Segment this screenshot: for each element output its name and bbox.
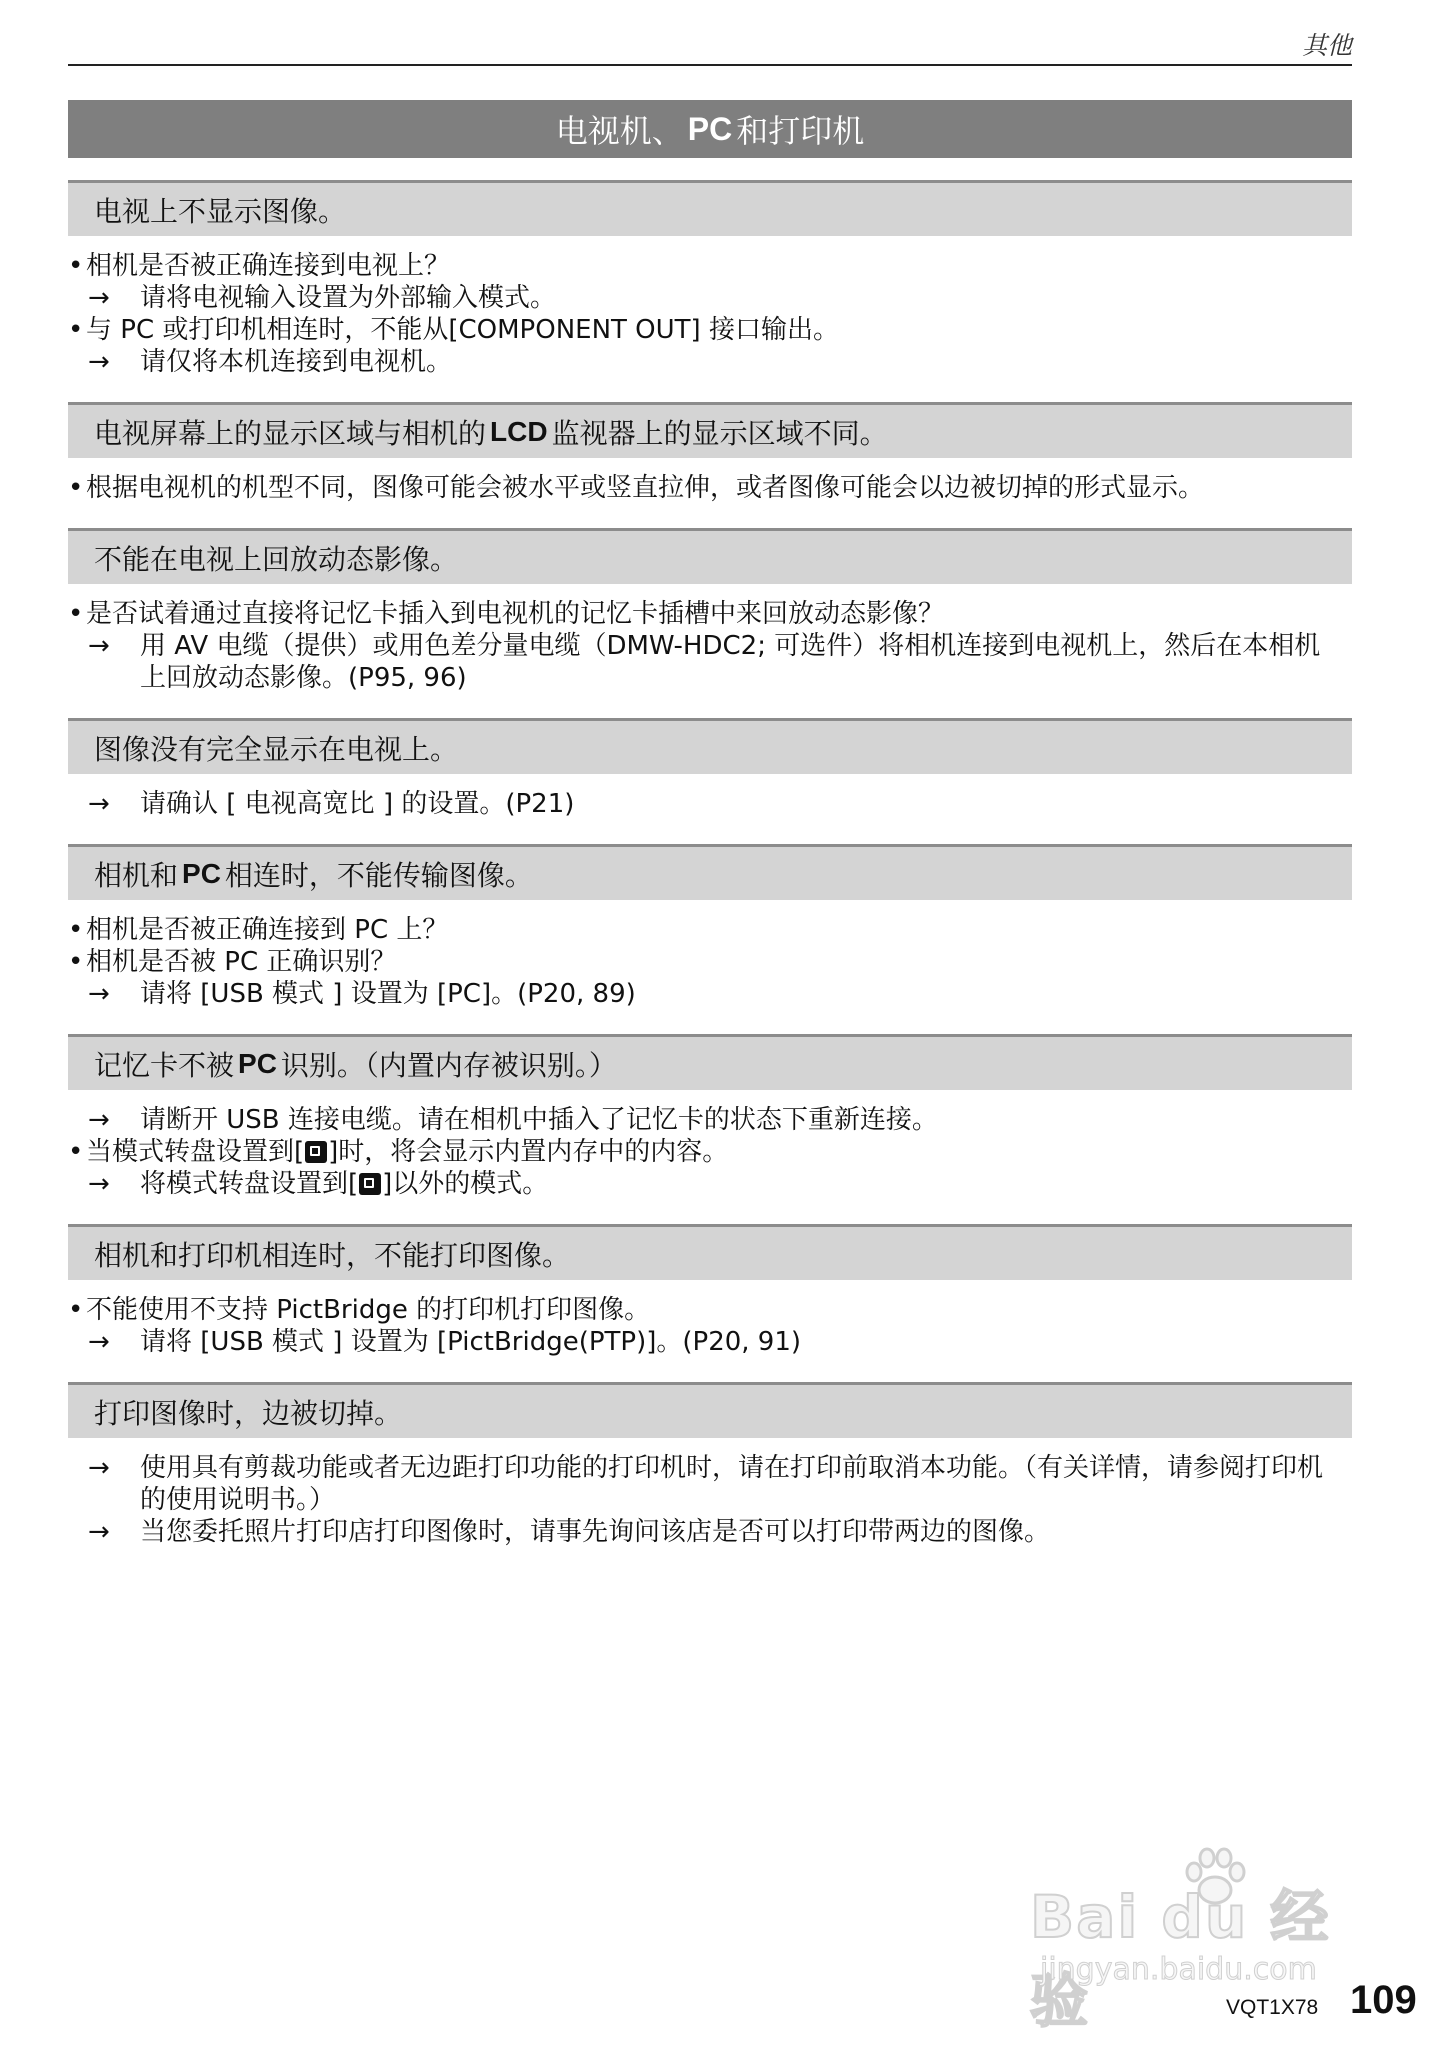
line-text: 将模式转盘设置到[ (140, 1169, 359, 1199)
line-text: 请断开 USB 连接电缆。请在相机中插入了记忆卡的状态下重新连接。 (140, 1105, 938, 1135)
arrow-icon: → (88, 1327, 110, 1357)
edit-mode-icon (305, 1141, 327, 1163)
faq-section (68, 1224, 1352, 1358)
bullet-mark: • (68, 1137, 84, 1167)
line-text: ]以外的模式。 (382, 1169, 549, 1199)
remedy-item (68, 1326, 1352, 1358)
section-body (68, 1280, 1352, 1358)
section-heading-text: 监视器上的显示区域不同。 (551, 416, 888, 450)
section-body (68, 774, 1352, 820)
section-heading-text: 电视上不显示图像。 (94, 194, 347, 228)
section-body (68, 1090, 1352, 1200)
watermark-brand: Bai du 经验 (1030, 1883, 1331, 2035)
bullet-item (68, 1136, 1352, 1168)
line-text: 请将 [USB 模式 ] 设置为 [PC]。(P20, 89) (140, 979, 636, 1009)
remedy-item (68, 282, 1352, 314)
section-heading-text: 相连时，不能传输图像。 (224, 858, 533, 892)
section-heading-text: 识别。（内置内存被识别。） (280, 1048, 617, 1082)
section-heading-text: 相机和 (94, 858, 179, 892)
faq-section (68, 1382, 1352, 1548)
line-text: 根据电视机的机型不同，图像可能会被水平或竖直拉伸，或者图像可能会以边被切掉的形式显示。 (86, 473, 1205, 503)
page-title-post: 和打印机 (736, 112, 865, 150)
bullet-mark: • (68, 599, 84, 629)
arrow-icon: → (88, 347, 110, 377)
page-title (68, 100, 1352, 158)
arrow-icon: → (88, 789, 110, 819)
section-heading-text: 电视屏幕上的显示区域与相机的 (94, 416, 487, 450)
bullet-item (68, 314, 1352, 346)
line-text: 请确认 [ 电视高宽比 ] 的设置。(P21) (140, 789, 575, 819)
remedy-item (68, 978, 1352, 1010)
header-rule (68, 64, 1352, 66)
section-heading-text: 不能在电视上回放动态影像。 (94, 542, 459, 576)
line-text: 请将电视输入设置为外部输入模式。 (140, 283, 557, 313)
line-text: 相机是否被正确连接到电视上？ (86, 251, 451, 281)
arrow-icon: → (88, 979, 110, 1009)
section-heading (68, 528, 1352, 584)
faq-section (68, 180, 1352, 378)
remedy-item (68, 346, 1352, 378)
arrow-icon: → (88, 1169, 110, 1199)
page-title-bold: PC (687, 110, 733, 147)
section-heading (68, 1034, 1352, 1090)
section-heading (68, 1224, 1352, 1280)
line-text: 相机是否被正确连接到 PC 上？ (86, 915, 449, 945)
section-heading (68, 402, 1352, 458)
section-heading (68, 180, 1352, 236)
line-text: 请仅将本机连接到电视机。 (140, 347, 453, 377)
section-heading-bold: PC (238, 1047, 277, 1079)
section-body (68, 1438, 1352, 1548)
section-body (68, 236, 1352, 378)
section-heading (68, 718, 1352, 774)
remedy-item (68, 1516, 1352, 1548)
page-number: 109 (1350, 1978, 1417, 2022)
edit-mode-icon (359, 1173, 381, 1195)
bullet-mark: • (68, 315, 84, 345)
remedy-item (68, 788, 1352, 820)
arrow-icon: → (88, 1105, 110, 1135)
line-text: 当模式转盘设置到[ (86, 1137, 305, 1167)
line-text: 相机是否被 PC 正确识别？ (86, 947, 397, 977)
section-body (68, 458, 1352, 504)
arrow-icon: → (88, 1453, 110, 1483)
section-heading-text: 打印图像时，边被切掉。 (94, 1396, 403, 1430)
faq-section (68, 844, 1352, 1010)
section-heading-text: 图像没有完全显示在电视上。 (94, 732, 459, 766)
section-body (68, 584, 1352, 694)
line-text: 与 PC 或打印机相连时，不能从[COMPONENT OUT] 接口输出。 (86, 315, 839, 345)
watermark-url: jingyan.baidu.com (1040, 1952, 1317, 1987)
section-heading (68, 1382, 1352, 1438)
bullet-item (68, 472, 1352, 504)
line-text: 请将 [USB 模式 ] 设置为 [PictBridge(PTP)]。(P20, 91) (140, 1327, 802, 1357)
bullet-mark: • (68, 947, 84, 977)
bullet-item (68, 1294, 1352, 1326)
section-heading-text: 相机和打印机相连时，不能打印图像。 (94, 1238, 571, 1272)
line-text: ]时，将会显示内置内存中的内容。 (328, 1137, 729, 1167)
line-text: 不能使用不支持 PictBridge 的打印机打印图像。 (86, 1295, 651, 1325)
faq-section (68, 1034, 1352, 1200)
arrow-icon: → (88, 631, 110, 661)
line-text: 当您委托照片打印店打印图像时，请事先询问该店是否可以打印带两边的图像。 (140, 1517, 1051, 1547)
bullet-mark: • (68, 1295, 84, 1325)
section-heading-bold: PC (182, 857, 221, 889)
page-title-pre: 电视机、 (555, 112, 684, 150)
remedy-item (68, 1168, 1352, 1200)
section-heading-text: 记忆卡不被 (94, 1048, 235, 1082)
line-text: 是否试着通过直接将记忆卡插入到电视机的记忆卡插槽中来回放动态影像？ (86, 599, 945, 629)
remedy-item (68, 1452, 1352, 1516)
model-code: VQT1X78 (1226, 1996, 1319, 2019)
section-heading-bold: LCD (490, 415, 548, 447)
troubleshooting-content (68, 180, 1352, 1572)
bullet-mark: • (68, 473, 84, 503)
arrow-icon: → (88, 1517, 110, 1547)
bullet-mark: • (68, 251, 84, 281)
faq-section (68, 528, 1352, 694)
bullet-item (68, 250, 1352, 282)
bullet-item (68, 598, 1352, 630)
section-heading (68, 844, 1352, 900)
faq-section (68, 402, 1352, 504)
bullet-item (68, 946, 1352, 978)
section-body (68, 900, 1352, 1010)
arrow-icon: → (88, 283, 110, 313)
remedy-item (68, 1104, 1352, 1136)
bullet-mark: • (68, 915, 84, 945)
remedy-item (68, 630, 1352, 694)
page-category: 其他 (1301, 31, 1352, 60)
faq-section (68, 718, 1352, 820)
line-text: 使用具有剪裁功能或者无边距打印功能的打印机时，请在打印前取消本功能。（有关详情，请参阅打印机的使用说明书。） (140, 1453, 1324, 1515)
line-text: 用 AV 电缆（提供）或用色差分量电缆（DMW-HDC2; 可选件）将相机连接到电视机上，然后在本相机上回放动态影像。(P95, 96) (140, 631, 1321, 693)
bullet-item (68, 914, 1352, 946)
